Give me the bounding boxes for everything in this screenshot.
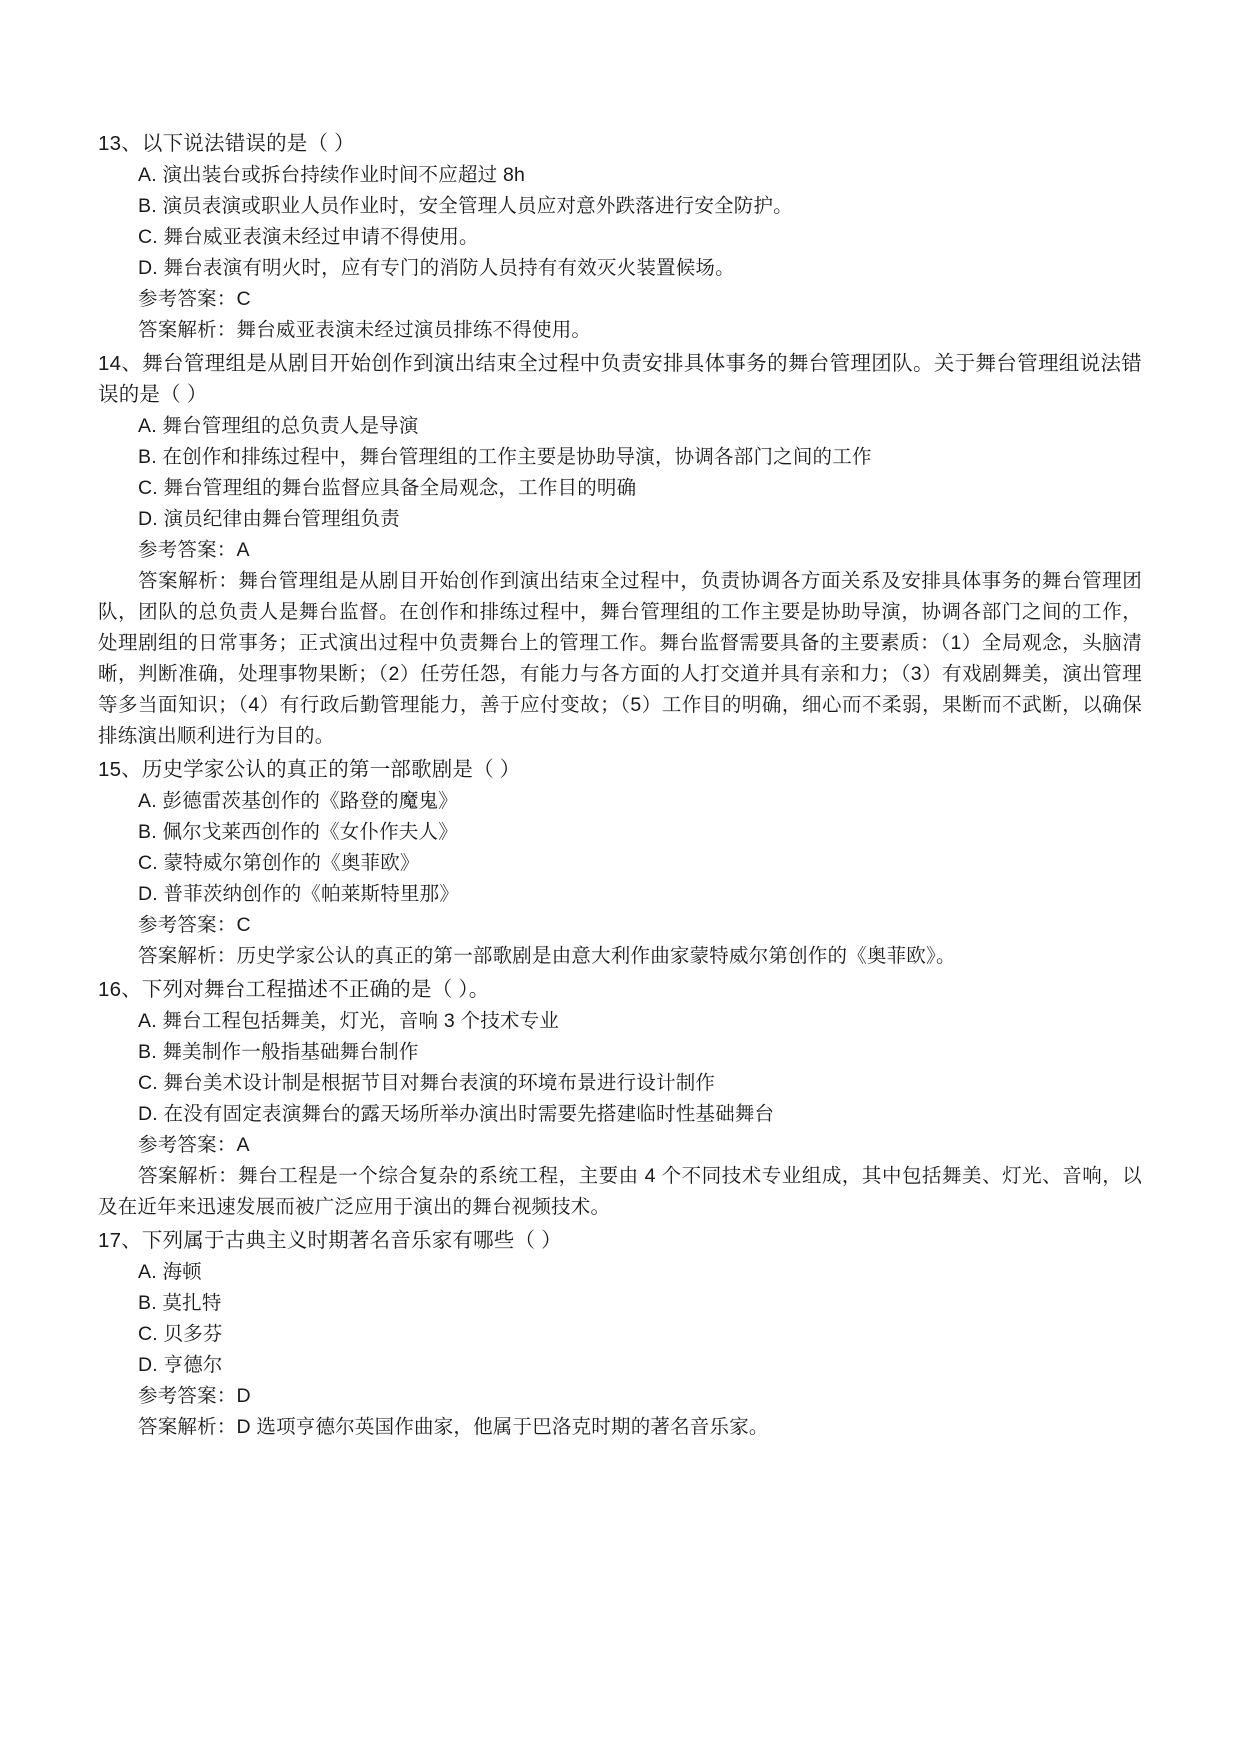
option-d: D. 在没有固定表演舞台的露天场所举办演出时需要先搭建临时性基础舞台 <box>138 1103 775 1125</box>
reference-answer: 参考答案：A <box>138 1134 250 1156</box>
option-d: D. 演员纪律由舞台管理组负责 <box>138 508 400 530</box>
option-a: A. 演出装台或拆台持续作业时间不应超过 8h <box>138 164 526 186</box>
question-block <box>98 348 1142 752</box>
option-b: B. 在创作和排练过程中，舞台管理组的工作主要是协助导演，协调各部门之间的工作 <box>138 446 872 468</box>
answer-explanation: 答案解析：舞台管理组是从剧目开始创作到演出结束全过程中，负责协调各方面关系及安排具体事务的舞台管理团队，团队的总负责人是舞台监督。在创作和排练过程中，舞台管理组的工作主要是协助导演，协调各部门之间的工作，处理剧组的日常事务；正式演出过程中负责舞台上的管理工作。舞台监督需要具备的主要素质：（1）全局观念，头脑清晰，判断准确，处理事物果断；（2）任劳任怨，有能力与各方面的人打交道并具有亲和力；（3）有戏剧舞美，演出管理等多当面知识；（4）有行政后勤管理能力，善于应付变故；（5）工作目的明确，细心而不柔弱，果断而不武断，以确保排练演出顺利进行为目的。 <box>98 570 1142 747</box>
option-c: C. 舞台威亚表演未经过申请不得使用。 <box>138 226 479 248</box>
option-b: B. 舞美制作一般指基础舞台制作 <box>138 1041 419 1063</box>
question-number: 13、 <box>98 132 142 155</box>
option-d: D. 舞台表演有明火时，应有专门的消防人员持有有效灭火装置候场。 <box>138 257 735 279</box>
option-d: D. 亨德尔 <box>138 1354 223 1376</box>
question-stem <box>98 128 1142 159</box>
answer-explanation: 答案解析：D 选项亨德尔英国作曲家，他属于巴洛克时期的著名音乐家。 <box>138 1416 769 1438</box>
answer-explanation: 答案解析：历史学家公认的真正的第一部歌剧是由意大利作曲家蒙特威尔第创作的《奥菲欧》。 <box>138 945 956 967</box>
question-text: 舞台管理组是从剧目开始创作到演出结束全过程中负责安排具体事务的舞台管理团队。关于舞台管理组说法错误的是（ ） <box>98 352 1142 406</box>
question-number: 16、 <box>98 978 142 1001</box>
question-text: 下列对舞台工程描述不正确的是（ ）。 <box>141 978 490 1001</box>
option-b: B. 佩尔戈莱西创作的《女仆作夫人》 <box>138 821 458 843</box>
question-block <box>98 128 1142 346</box>
option-a: A. 海顿 <box>138 1261 202 1283</box>
answer-explanation: 答案解析：舞台工程是一个综合复杂的系统工程，主要由 4 个不同技术专业组成，其中包括舞美、灯光、音响，以及在近年来迅速发展而被广泛应用于演出的舞台视频技术。 <box>98 1165 1142 1218</box>
question-stem <box>98 1225 1142 1256</box>
question-stem <box>98 754 1142 785</box>
question-block <box>98 754 1142 972</box>
reference-answer: 参考答案：D <box>138 1385 251 1407</box>
question-stem <box>98 974 1142 1005</box>
question-stem <box>98 348 1142 410</box>
question-number: 14、 <box>98 352 143 375</box>
option-a: A. 舞台工程包括舞美，灯光，音响 3 个技术专业 <box>138 1010 560 1032</box>
option-a: A. 彭德雷茨基创作的《路登的魔鬼》 <box>138 790 458 812</box>
option-c: C. 舞台美术设计制是根据节目对舞台表演的环境布景进行设计制作 <box>138 1072 716 1094</box>
question-text: 下列属于古典主义时期著名音乐家有哪些（ ） <box>141 1229 562 1252</box>
option-b: B. 演员表演或职业人员作业时，安全管理人员应对意外跌落进行安全防护。 <box>138 195 793 217</box>
question-block <box>98 1225 1142 1443</box>
option-b: B. 莫扎特 <box>138 1292 222 1314</box>
option-c: C. 蒙特威尔第创作的《奥菲欧》 <box>138 852 420 874</box>
answer-explanation: 答案解析：舞台威亚表演未经过演员排练不得使用。 <box>138 319 592 341</box>
question-number: 17、 <box>98 1229 142 1252</box>
question-block <box>98 974 1142 1223</box>
option-c: C. 贝多芬 <box>138 1323 223 1345</box>
question-text: 以下说法错误的是（ ） <box>141 132 355 155</box>
reference-answer: 参考答案：C <box>138 914 251 936</box>
option-c: C. 舞台管理组的舞台监督应具备全局观念，工作目的明确 <box>138 477 637 499</box>
reference-answer: 参考答案：C <box>138 288 251 310</box>
question-number: 15、 <box>98 758 142 781</box>
question-text: 历史学家公认的真正的第一部歌剧是（ ） <box>141 758 521 781</box>
option-a: A. 舞台管理组的总负责人是导演 <box>138 415 419 437</box>
reference-answer: 参考答案：A <box>138 539 250 561</box>
option-d: D. 普菲茨纳创作的《帕莱斯特里那》 <box>138 883 460 905</box>
